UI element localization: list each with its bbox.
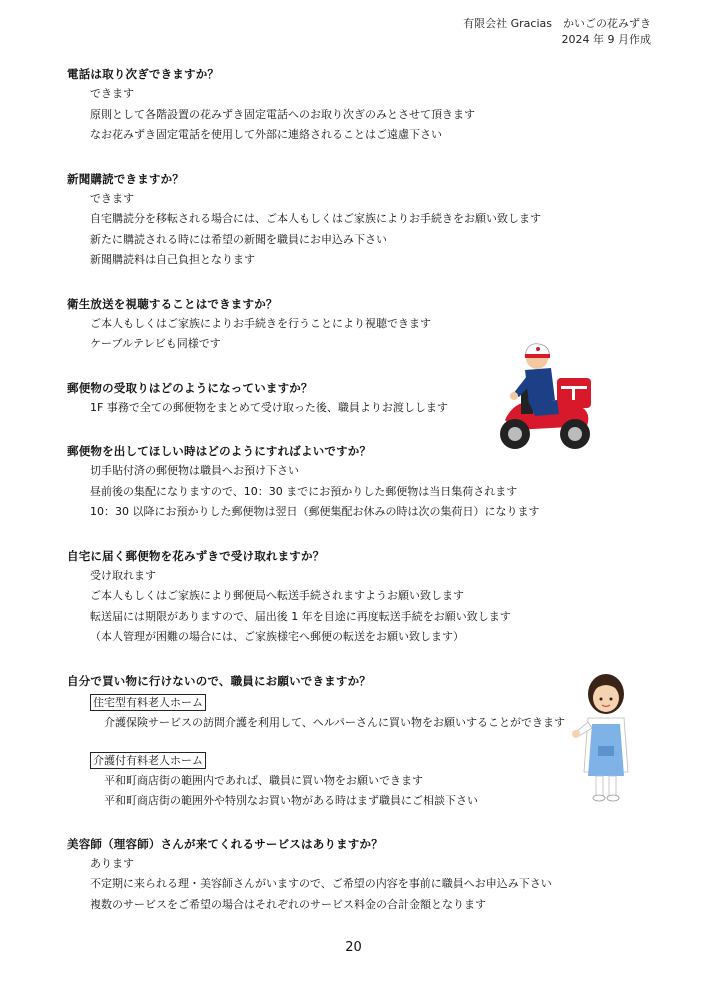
answer-line: 平和町商店街の範囲外や特別なお買い物がある時はまず職員にご相談下さい: [104, 793, 478, 807]
answer-line: 自宅購読分を移転される場合には、ご本人もしくはご家族によりお手続きをお願い致します: [90, 212, 541, 225]
answer-line: 平和町商店街の範囲内であれば、職員に買い物をお願いできます: [104, 773, 423, 787]
care-home-label: 介護付有料老人ホーム: [90, 752, 206, 769]
page-number: 20: [345, 940, 362, 955]
answer-line: ケーブルテレビも同様です: [90, 337, 221, 350]
caregiver-illustration: [570, 672, 640, 804]
faq-item-mail-forward: [67, 546, 657, 648]
faq-item-newspaper: [67, 169, 657, 271]
answer-line: ご本人もしくはご家族により郵便局へ転送手続されますようお願い致します: [90, 589, 464, 602]
question: 衛生放送を視聴することはできますか？: [67, 296, 278, 311]
faq-item-beauty: [67, 834, 657, 916]
answer-line: 受け取れます: [90, 568, 156, 582]
answer-line: 転送届には期限がありますので、届出後 1 年を目途に再度転送手続をお願い致します: [90, 609, 511, 623]
answer-line: 介護保険サービスの訪問介護を利用して、ヘルパーさんに買い物をお願いすることができます: [104, 715, 566, 729]
answer-line: 新たに購読される時には希望の新聞を職員にお申込み下さい: [90, 232, 387, 246]
answer-line: できます: [90, 87, 134, 100]
answer-line: 切手貼付済の郵便物は職員へお預け下さい: [90, 464, 299, 477]
answer-line: なお花みずき固定電話を使用して外部に連絡されることはご遠慮下さい: [90, 128, 442, 141]
answer-line: 昼前後の集配になりますので、10：30 までにお預かりした郵便物は当日集荷されます: [90, 484, 518, 498]
mail-scooter-illustration: [495, 342, 595, 454]
question: 自分で買い物に行けないので、職員にお願いできますか？: [67, 673, 371, 688]
answer-line: （本人管理が困難の場合には、ご家族様宅へ郵便の転送をお願い致します）: [90, 630, 464, 643]
faq-content: [67, 64, 657, 938]
question: 美容師（理容師）さんが来てくれるサービスはありますか？: [67, 836, 383, 851]
answer-line: ご本人もしくはご家族によりお手続きを行うことにより視聴できます: [90, 316, 431, 330]
faq-item-shopping: [67, 671, 657, 811]
answer-line: 新聞購読料は自己負担となります: [90, 253, 255, 266]
answer-line: あります: [90, 856, 134, 870]
answer-line: 10：30 以降にお預かりした郵便物は翌日（郵便集配お休みの時は次の集荷日）になります: [90, 505, 540, 518]
answer-line: 不定期に来られる理・美容師さんがいますので、ご希望の内容を事前に職員へお申込み下さい: [90, 877, 552, 890]
question: 自宅に届く郵便物を花みずきで受け取れますか？: [67, 548, 325, 563]
answer-line: 1F 事務で全ての郵便物をまとめて受け取った後、職員よりお渡しします: [90, 400, 448, 414]
question: 電話は取り次ぎできますか？: [67, 67, 220, 81]
company-name: 有限会社 Gracias かいごの花みずき: [463, 17, 651, 30]
residential-home-label: 住宅型有料老人ホーム: [90, 694, 206, 711]
answer-line: できます: [90, 191, 134, 205]
question: 新聞購読できますか？: [67, 171, 184, 186]
creation-date: 2024 年 9 月作成: [561, 33, 651, 46]
answer-line: 原則として各階設置の花みずき固定電話へのお取り次ぎのみとさせて頂きます: [90, 107, 475, 121]
question: 郵便物の受取りはどのようになっていますか？: [67, 380, 313, 395]
page-header: [463, 16, 651, 48]
question: 郵便物を出してほしい時はどのようにすればよいですか？: [67, 444, 372, 458]
answer-line: 複数のサービスをご希望の場合はそれぞれのサービス料金の合計金額となります: [90, 897, 486, 911]
faq-item-phone: [67, 64, 657, 146]
